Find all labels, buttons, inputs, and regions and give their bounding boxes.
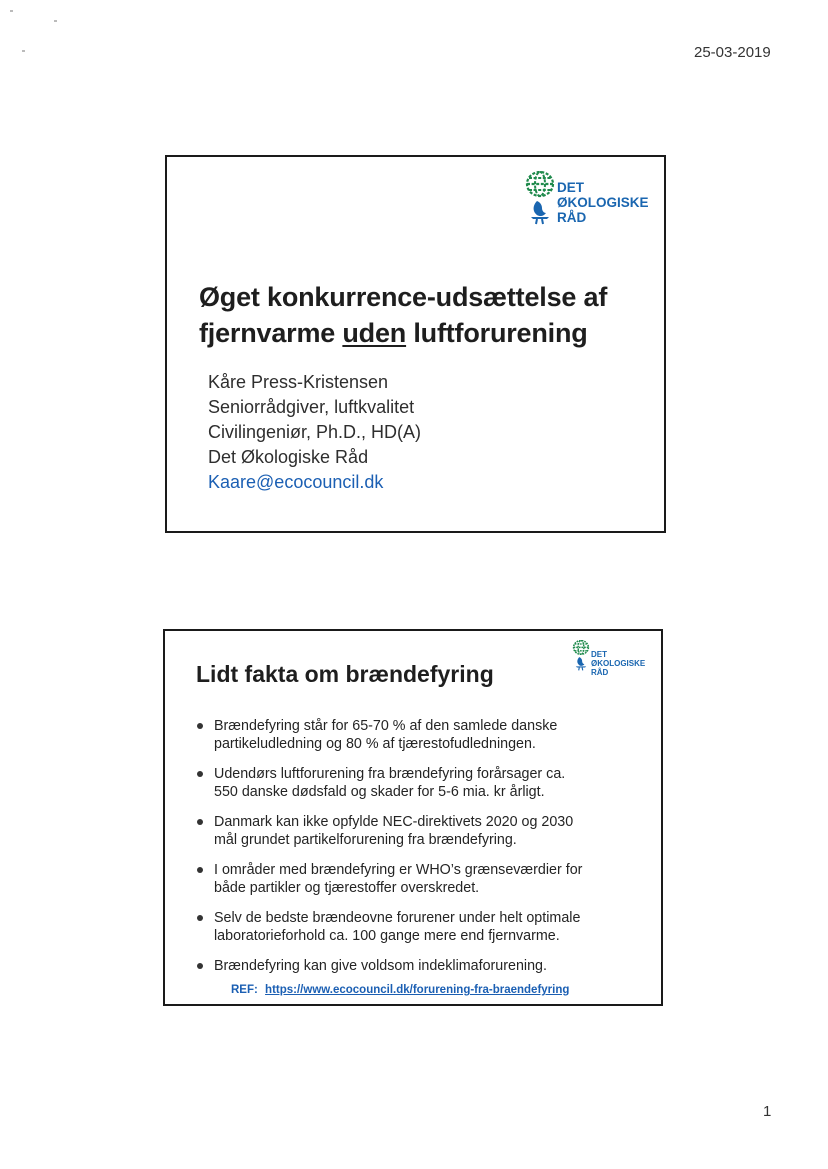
title-line-2-start: fjernvarme [199, 318, 343, 348]
slide-facts [163, 629, 663, 1006]
author-name: Kåre Press-Kristensen [208, 372, 389, 392]
list-item-line: Danmark kan ikke opfylde NEC-direktivets 2020 og 2030 [214, 814, 574, 830]
bird-icon [574, 656, 588, 671]
author-organization: Det Økologiske Råd [208, 447, 369, 467]
logo-line-2: ØKOLOGISKE [557, 195, 649, 210]
author-block [208, 370, 421, 495]
list-item [195, 717, 655, 753]
slide-title-slide [165, 155, 666, 533]
author-degree: Civilingeniør, Ph.D., HD(A) [208, 422, 422, 442]
globe-icon [525, 171, 555, 199]
list-item [195, 909, 655, 945]
list-item-line: I områder med brændefyring er WHO’s grænseværdier for [214, 862, 583, 878]
scan-mark [10, 10, 13, 12]
scan-mark [54, 20, 57, 22]
reference-label: REF: [231, 984, 258, 996]
title-emphasis: uden [342, 318, 407, 348]
list-item-line: laboratorieforhold ca. 100 gange mere end fjernvarme. [214, 928, 560, 944]
list-item-line: Selv de bedste brændeovne forurener under helt optimale [214, 910, 581, 926]
page-number: 1 [763, 1103, 772, 1120]
organization-logo [525, 171, 649, 225]
logo-line-3: RÅD [557, 210, 587, 225]
reference-link[interactable]: https://www.ecocouncil.dk/forurening-fra-braendefyring [265, 984, 570, 996]
logo-line-2: ØKOLOGISKE [591, 659, 646, 668]
list-item-line: partikeludledning og 80 % af tjærestofudledningen. [214, 736, 536, 752]
scan-mark [22, 50, 25, 52]
list-item-line: mål grundet partikelforurening fra brændefyring. [214, 832, 517, 848]
organization-logo [572, 640, 645, 677]
list-item [195, 813, 655, 849]
list-item-line: Brændefyring kan give voldsom indeklimaforurening. [214, 958, 547, 974]
list-item-line: Udendørs luftforurening fra brændefyring forårsager ca. [214, 766, 566, 782]
list-item-line: Brændefyring står for 65-70 % af den samlede danske [214, 718, 558, 734]
globe-icon [572, 640, 590, 656]
bird-icon [528, 199, 552, 225]
title-line-1: Øget konkurrence-udsættelse af [199, 282, 608, 312]
fact-list [195, 717, 655, 987]
author-email[interactable]: Kaare@ecocouncil.dk [208, 472, 384, 492]
list-item [195, 765, 655, 801]
list-item-line: både partikler og tjærestoffer overskredet. [214, 880, 480, 896]
slide-title [199, 279, 639, 351]
author-role: Seniorrådgiver, luftkvalitet [208, 397, 415, 417]
slide-heading: Lidt fakta om brændefyring [196, 661, 494, 687]
logo-line-1: DET [557, 180, 584, 195]
reference [231, 984, 569, 996]
title-line-2 [199, 315, 639, 351]
logo-line-1: DET [591, 650, 607, 659]
page-date: 25-03-2019 [694, 44, 771, 61]
list-item [195, 861, 655, 897]
list-item [195, 957, 655, 975]
title-line-2-end: luftforurening [406, 318, 588, 348]
logo-line-3: RÅD [591, 668, 609, 677]
list-item-line: 550 danske dødsfald og skader for 5-6 mia. kr årligt. [214, 784, 545, 800]
